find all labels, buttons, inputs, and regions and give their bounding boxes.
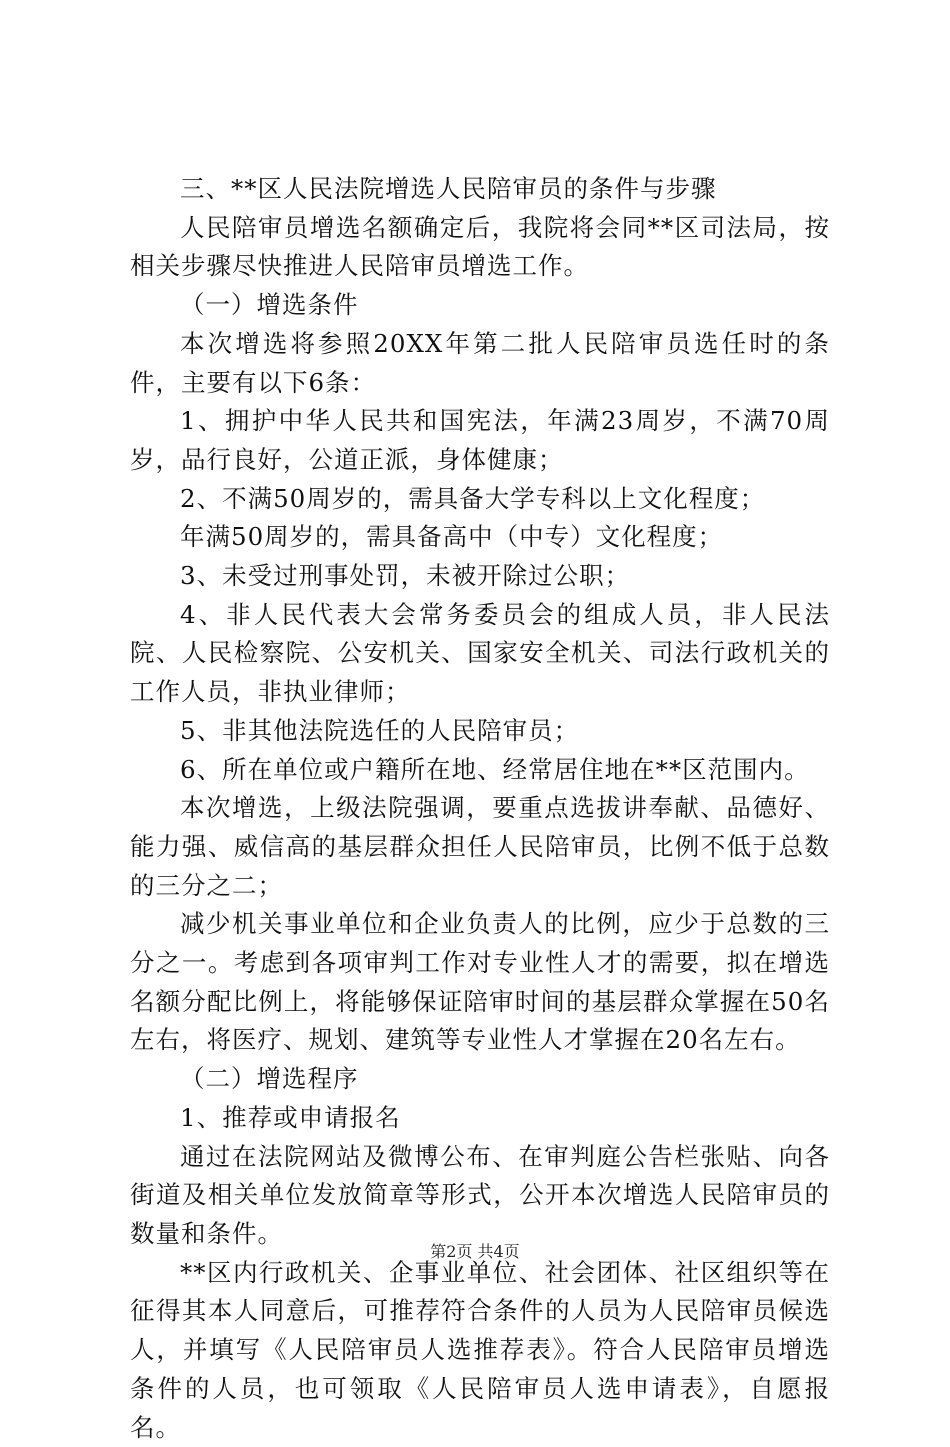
paragraph: 本次增选将参照20XX年第二批人民陪审员选任时的条件，主要有以下6条： bbox=[130, 328, 830, 397]
condition-item: 4、非人民代表大会常务委员会的组成人员，非人民法院、人民检察院、公安机关、国家安全机关、司法行政机关的工作人员，非执业律师； bbox=[130, 599, 830, 707]
section-heading: 三、**区人民法院增选人民陪审员的条件与步骤 bbox=[180, 174, 717, 203]
subsection-heading: （二）增选程序 bbox=[180, 1064, 359, 1094]
condition-item: 5、非其他法院选任的人民陪审员； bbox=[180, 715, 580, 745]
paragraph: 减少机关事业单位和企业负责人的比例，应少于总数的三分之一。考虑到各项审判工作对专业性人才的需要，拟在增选名额分配比例上，将能够保证陪审时间的基层群众掌握在50名左右，将医疗、规划、建筑等专业性人才掌握在20名左右。 bbox=[130, 909, 830, 1055]
page-number-footer: 第2页 共4页 bbox=[430, 1242, 520, 1261]
subsection-heading: （一）增选条件 bbox=[180, 290, 359, 320]
condition-item: 3、未受过刑事处罚，未被开除过公职； bbox=[180, 561, 631, 591]
condition-item: 6、所在单位或户籍所在地、经常居住地在**区范围内。 bbox=[180, 754, 810, 784]
paragraph: 通过在法院网站及微博公布、在审判庭公告栏张贴、向各街道及相关单位发放简章等形式，公开本次增选人民陪审员的数量和条件。 bbox=[130, 1141, 830, 1248]
paragraph: 人民陪审员增选名额确定后，我院将会同**区司法局，按相关步骤尽快推进人民陪审员增选工作。 bbox=[130, 212, 830, 281]
step-heading: 1、推荐或申请报名 bbox=[180, 1102, 401, 1132]
paragraph: 本次增选，上级法院强调，要重点选拔讲奉献、品德好、能力强、威信高的基层群众担任人民陪审员，比例不低于总数的三分之二； bbox=[130, 793, 830, 900]
condition-item: 年满50周岁的，需具备高中（中专）文化程度； bbox=[180, 522, 724, 552]
condition-item: 2、不满50周岁的，需具备大学专科以上文化程度； bbox=[180, 483, 766, 513]
condition-item: 1、拥护中华人民共和国宪法，年满23周岁，不满70周岁，品行良好，公道正派，身体健康； bbox=[130, 406, 830, 474]
paragraph: **区内行政机关、企事业单位、社会团体、社区组织等在征得其本人同意后，可推荐符合条件的人员为人民陪审员候选人，并填写《人民陪审员人选推荐表》。符合人民陪审员增选条件的人员，也可领取《人民陪审员人选申请表》，自愿报名。 bbox=[130, 1257, 830, 1442]
